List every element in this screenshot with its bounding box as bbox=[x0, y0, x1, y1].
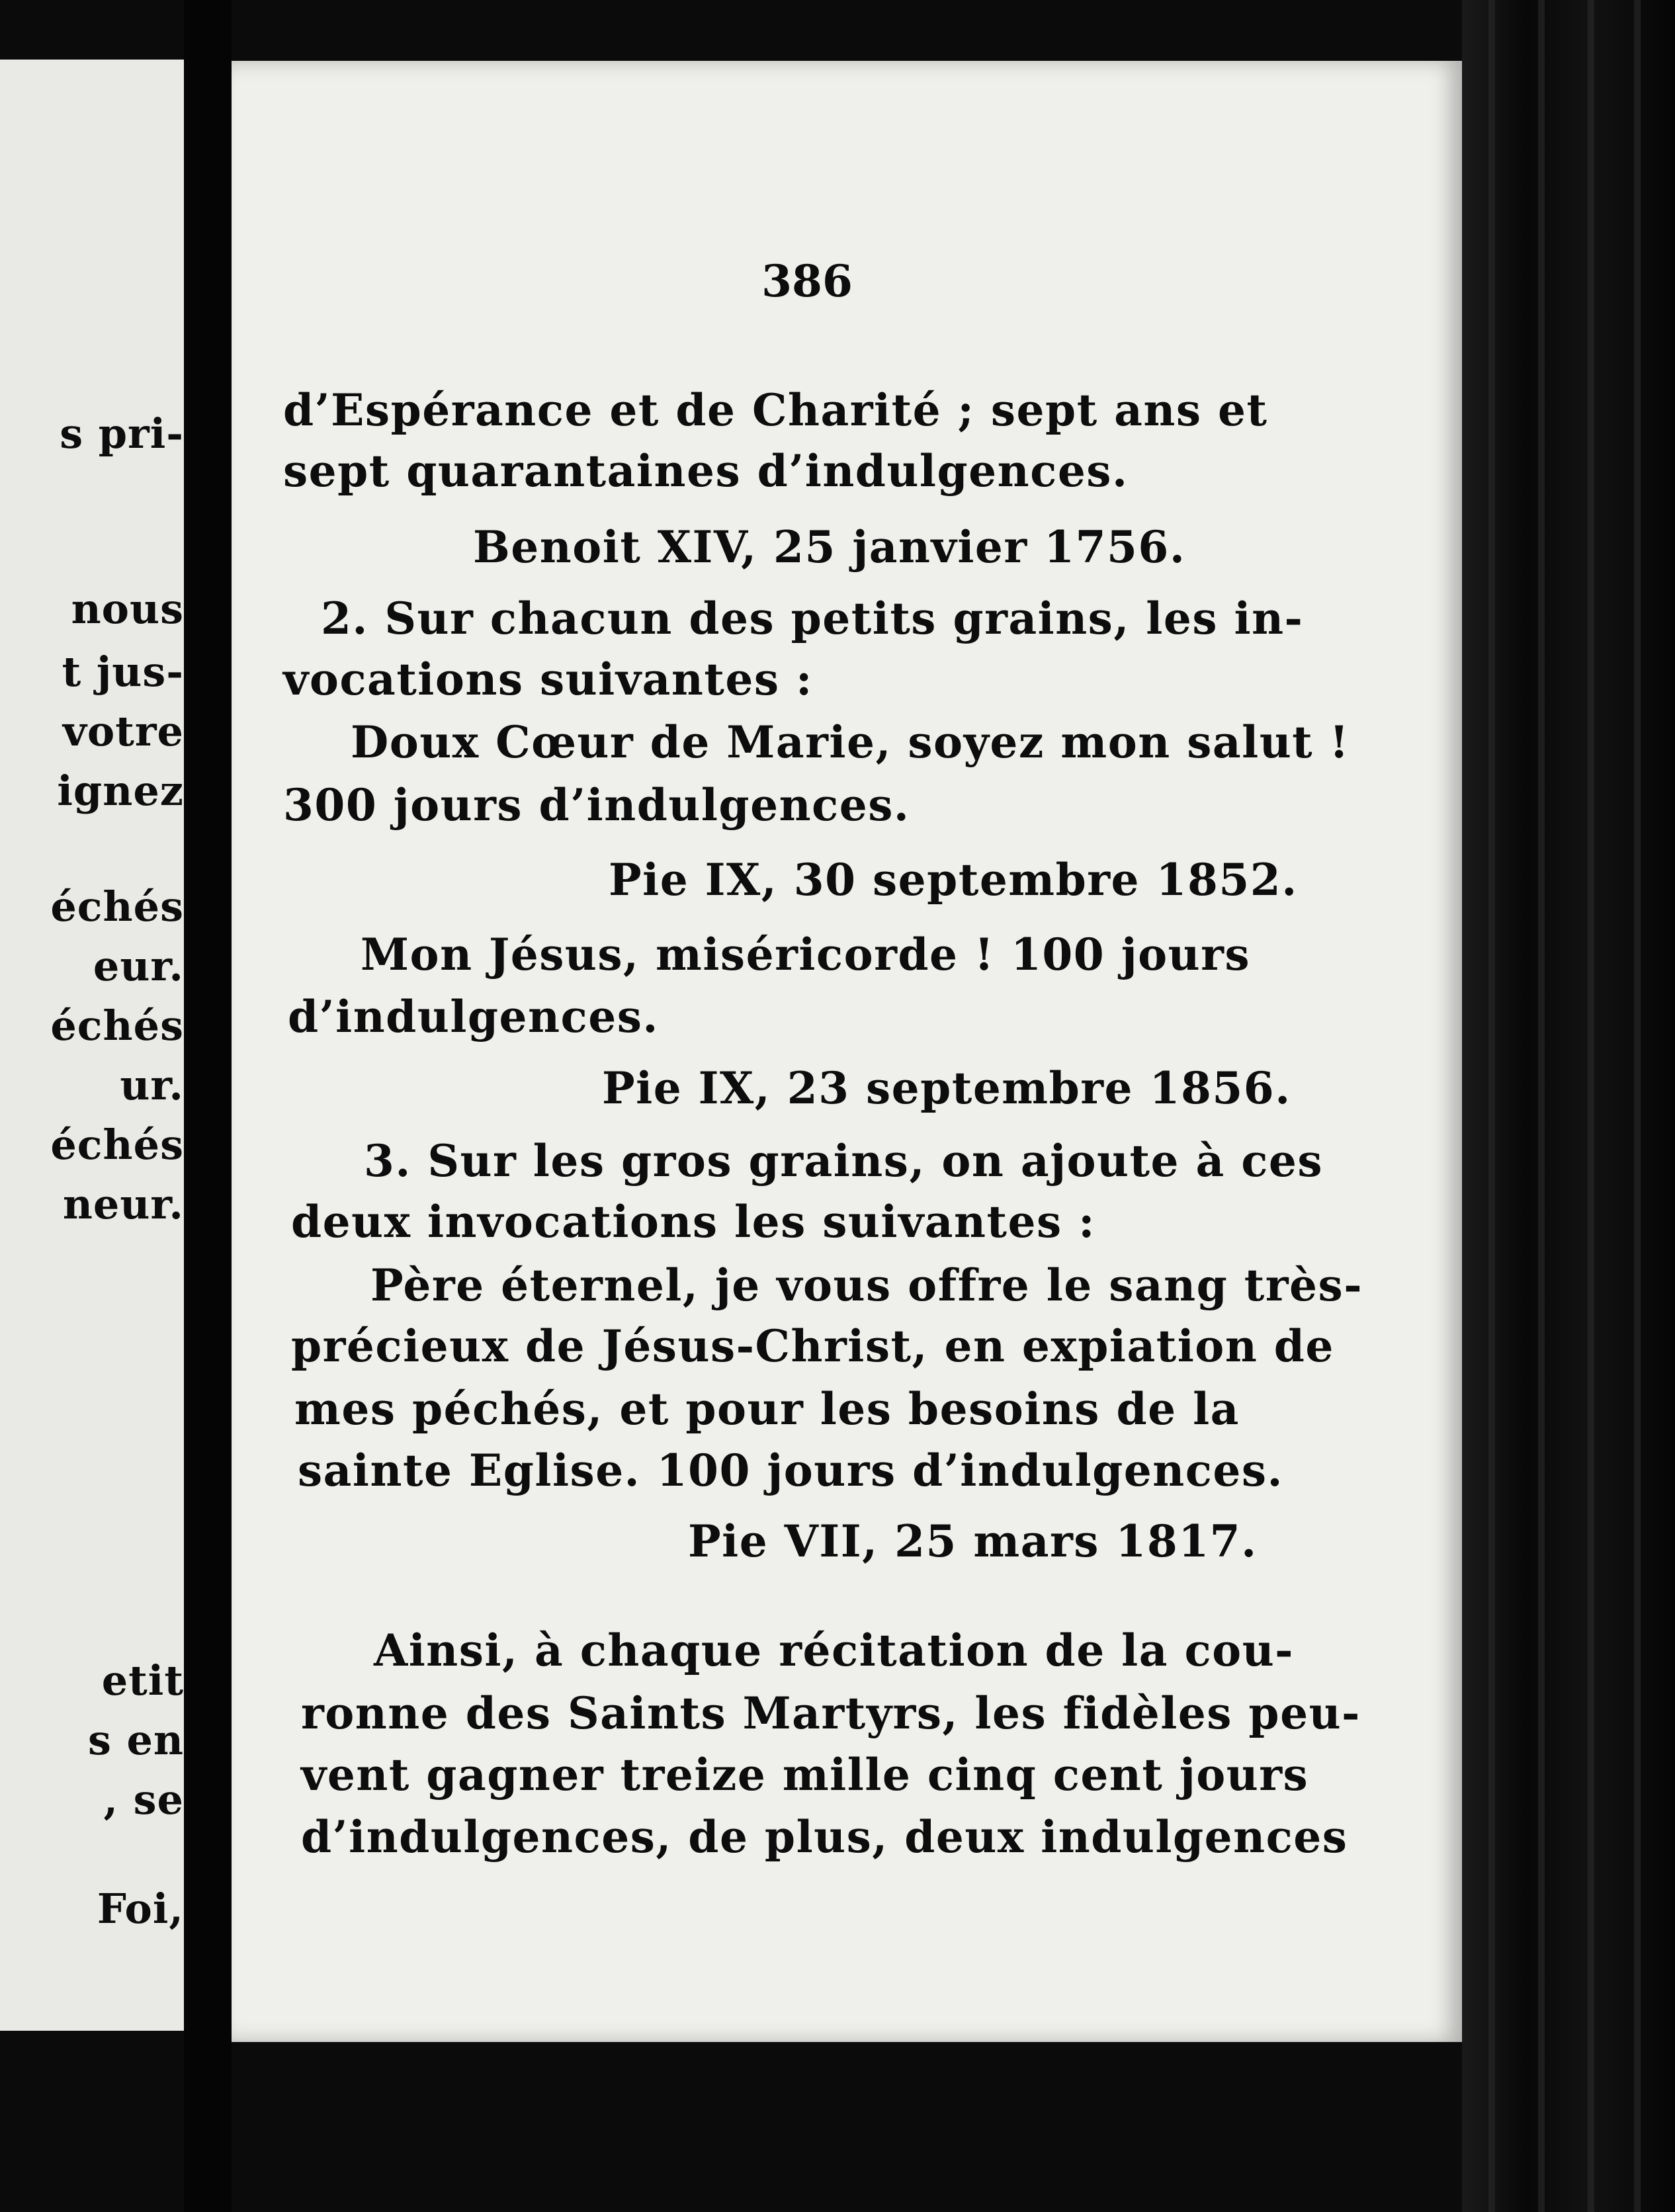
text-line: d’indulgences. bbox=[288, 991, 659, 1042]
left-page-line: etit bbox=[101, 1656, 184, 1705]
text-line: Doux Cœur de Marie, soyez mon salut ! bbox=[351, 716, 1350, 768]
text-line: ronne des Saints Martyrs, les fidèles peu- bbox=[301, 1687, 1361, 1739]
text-line: vent gagner treize mille cinq cent jours bbox=[301, 1749, 1309, 1801]
citation-line: Benoit XIV, 25 janvier 1756. bbox=[473, 521, 1186, 573]
text-line: mes péchés, et pour les besoins de la bbox=[294, 1383, 1240, 1435]
text-line: 2. Sur chacun des petits grains, les in- bbox=[321, 593, 1304, 644]
text-line: Mon Jésus, miséricorde ! 100 jours bbox=[361, 929, 1251, 980]
left-page-line: s en bbox=[87, 1716, 184, 1764]
left-page-line: ur. bbox=[120, 1061, 184, 1109]
page-gutter bbox=[184, 0, 232, 2212]
text-line: 300 jours d’indulgences. bbox=[283, 779, 910, 831]
left-page-line: neur. bbox=[62, 1180, 184, 1228]
left-page-line: échés bbox=[50, 1121, 184, 1169]
text-line: 3. Sur les gros grains, on ajoute à ces bbox=[364, 1135, 1324, 1187]
citation-line: Pie IX, 23 septembre 1856. bbox=[602, 1062, 1291, 1114]
page-number: 386 bbox=[761, 255, 853, 307]
text-line: d’Espérance et de Charité ; sept ans et bbox=[283, 384, 1268, 436]
left-page-line: Foi, bbox=[97, 1885, 184, 1933]
citation-line: Pie IX, 30 septembre 1852. bbox=[609, 854, 1298, 906]
text-line: précieux de Jésus-Christ, en expiation de bbox=[291, 1320, 1334, 1372]
left-page-line: échés bbox=[50, 882, 184, 931]
left-page-line: nous bbox=[71, 585, 184, 633]
text-line: vocations suivantes : bbox=[283, 654, 813, 705]
left-page-line: , se bbox=[103, 1775, 184, 1824]
book-binding bbox=[1462, 0, 1675, 2212]
left-page-line: eur. bbox=[93, 942, 184, 990]
left-page-line: échés bbox=[50, 1001, 184, 1050]
book-page bbox=[232, 61, 1462, 2042]
text-line: Père éternel, je vous offre le sang très- bbox=[370, 1259, 1363, 1311]
text-line: d’indulgences, de plus, deux indulgences bbox=[301, 1811, 1348, 1863]
left-page-line: votre bbox=[62, 707, 184, 755]
left-page-line: ignez bbox=[57, 767, 184, 815]
previous-page-fragment bbox=[0, 60, 184, 2031]
citation-line: Pie VII, 25 mars 1817. bbox=[688, 1515, 1258, 1567]
text-line: sainte Eglise. 100 jours d’indulgences. bbox=[298, 1445, 1284, 1496]
left-page-line: s pri- bbox=[60, 409, 184, 458]
text-line: Ainsi, à chaque récitation de la cou- bbox=[374, 1625, 1295, 1676]
left-page-line: t jus- bbox=[62, 648, 184, 696]
text-line: sept quarantaines d’indulgences. bbox=[283, 445, 1129, 497]
text-line: deux invocations les suivantes : bbox=[291, 1196, 1096, 1248]
